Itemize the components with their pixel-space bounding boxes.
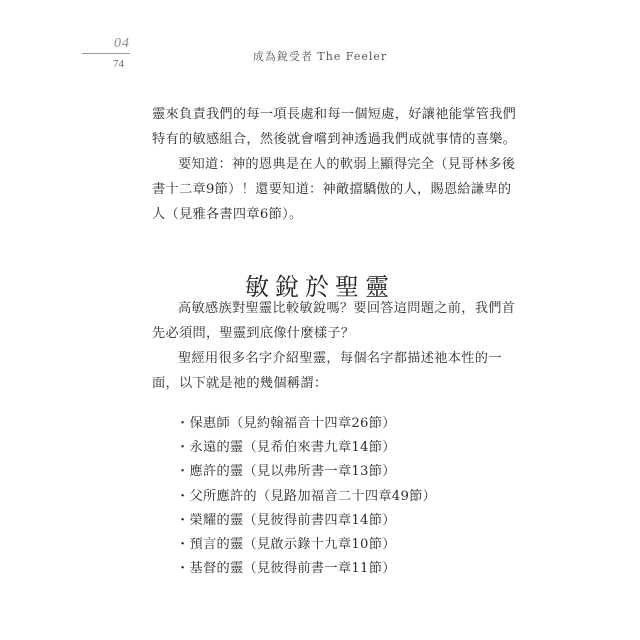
- list-item: ・永遠的靈（見希伯來書九章14節）: [176, 440, 396, 456]
- running-head: 成為銳受者 The Feeler: [252, 50, 388, 63]
- paragraph-question: 高敏感族對聖靈比較敏銳嗎？要回答這問題之前，我們首先必須問，聖靈到底像什麼樣子？: [152, 301, 516, 341]
- paragraph-names-intro: 聖經用很多名字介紹聖靈，每個名字都描述祂本性的一面，以下就是祂的幾個稱謂：: [152, 351, 502, 391]
- list-item: ・榮耀的靈（見彼得前書四章14節）: [176, 512, 396, 528]
- section-title: 敏銳於聖靈: [245, 272, 395, 301]
- page-number: 74: [113, 58, 124, 70]
- list-item: ・父所應許的（見路加福音二十四章49節）: [176, 488, 437, 504]
- paragraph-grace: 要知道：神的恩典是在人的軟弱上顯得完全（見哥林多後書十二章9節）！還要知道：神敵擋驕傲的人，賜恩給謙卑的人（見雅各書四章6節）。: [152, 157, 516, 222]
- paragraph-continued: 靈來負責我們的每一項長處和每一個短處，好讓祂能掌管我們特有的敏感組合，然後就會嚐到神透過我們成就事情的喜樂。: [152, 107, 517, 147]
- list-item: ・預言的靈（見啟示錄十九章10節）: [176, 536, 396, 552]
- list-item: ・保惠師（見約翰福音十四章26節）: [176, 416, 396, 431]
- list-item: ・基督的靈（見彼得前書一章11節）: [176, 561, 396, 577]
- spirit-names-list: [176, 412, 436, 581]
- chapter-number: 04: [114, 36, 130, 51]
- list-item: ・應許的靈（見以弗所書一章13節）: [176, 464, 396, 480]
